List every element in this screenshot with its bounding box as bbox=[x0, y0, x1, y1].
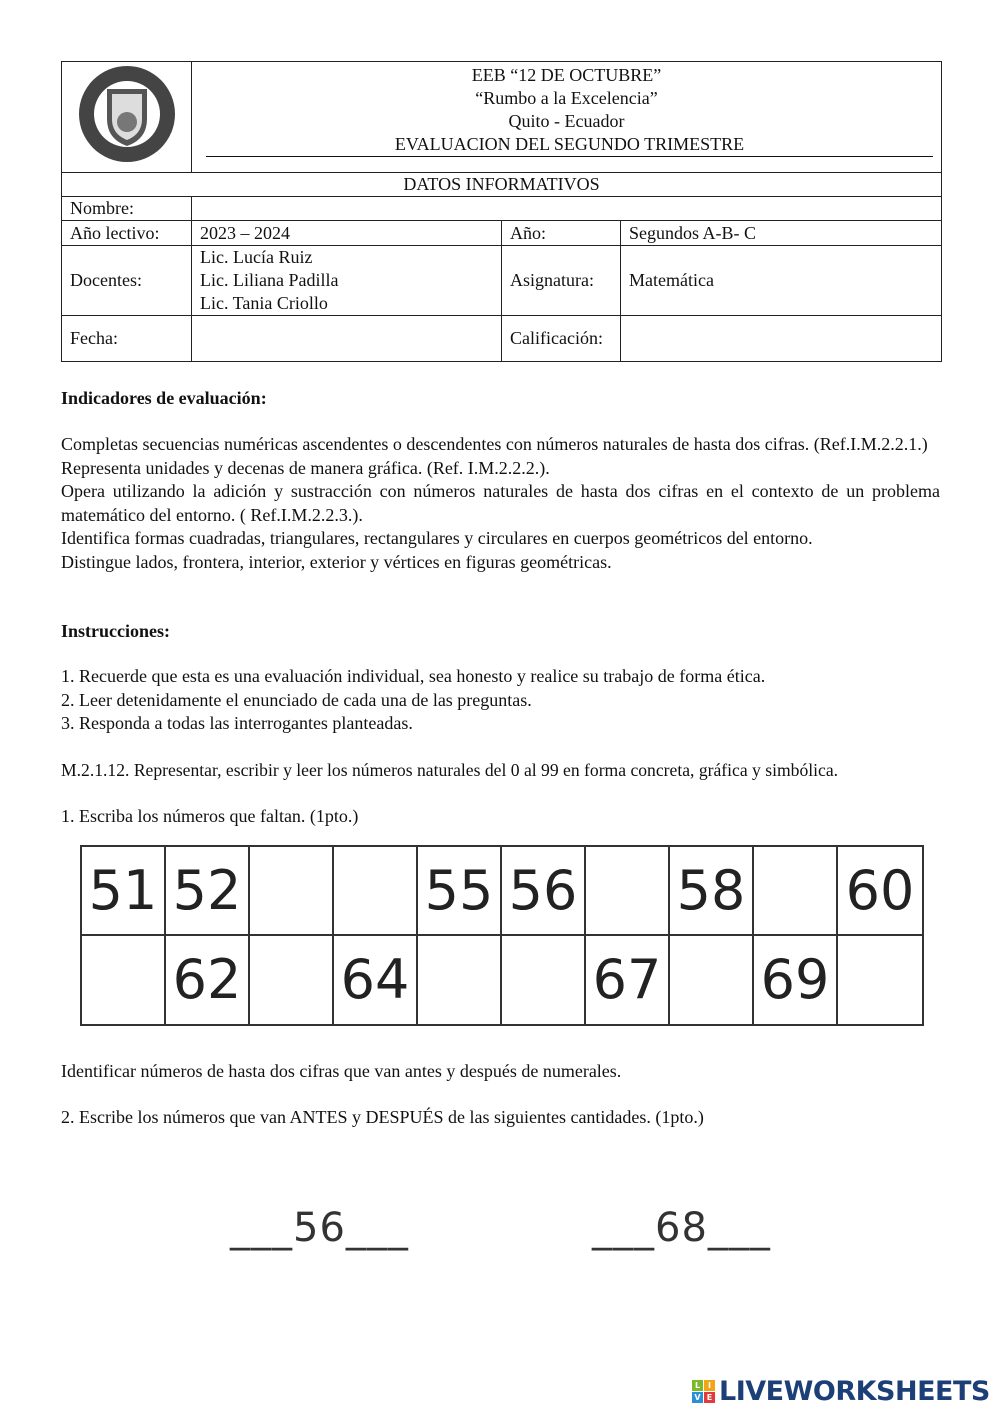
number-cell: 64 bbox=[334, 936, 418, 1025]
docente: Lic. Lucía Ruiz bbox=[200, 247, 313, 267]
exam-title: EVALUACION DEL SEGUNDO TRIMESTRE bbox=[206, 133, 933, 157]
docentes-label: Docentes: bbox=[62, 246, 192, 316]
indicadores-title: Indicadores de evaluación: bbox=[61, 388, 267, 408]
blank-number-cell[interactable] bbox=[502, 936, 586, 1025]
skill-2: Identificar números de hasta dos cifras que van antes y después de numerales. bbox=[61, 1061, 622, 1081]
indicadores-list bbox=[61, 433, 940, 574]
question-1: 1. Escriba los números que faltan. (1pto.) bbox=[61, 806, 359, 826]
asignatura-label: Asignatura: bbox=[502, 246, 621, 316]
number-cell: 67 bbox=[586, 936, 670, 1025]
school-motto: “Rumbo a la Excelencia” bbox=[475, 87, 658, 108]
school-location: Quito - Ecuador bbox=[508, 110, 625, 131]
number-cell: 55 bbox=[418, 847, 502, 936]
instruccion: 3. Responda a todas las interrogantes planteadas. bbox=[61, 713, 413, 733]
number-cell: 69 bbox=[754, 936, 838, 1025]
instruccion: 2. Leer detenidamente el enunciado de cada una de las preguntas. bbox=[61, 689, 532, 710]
info-table bbox=[61, 61, 942, 362]
number-sequence-grid bbox=[80, 845, 924, 1026]
docentes-list bbox=[192, 246, 502, 316]
number-cell: 60 bbox=[838, 847, 922, 936]
instruccion: 1. Recuerde que esta es una evaluación individual, sea honesto y realice su trabajo de forma ética. bbox=[61, 666, 766, 686]
liveworksheets-brand: LIVEWORKSHEETS bbox=[719, 1376, 990, 1407]
lectivo-label: Año lectivo: bbox=[62, 221, 192, 246]
docente: Lic. Tania Criollo bbox=[200, 293, 328, 313]
logo-cell bbox=[62, 62, 192, 173]
indicador: Representa unidades y decenas de manera gráfica. (Ref. I.M.2.2.2.). bbox=[61, 457, 550, 478]
indicador: Opera utilizando la adición y sustracción con números naturales de hasta dos cifras en el contexto de un problema matemático del entorno. ( Ref.I.M.2.2.3.). bbox=[61, 481, 940, 525]
liveworksheets-logo bbox=[692, 1376, 990, 1407]
school-logo-icon bbox=[77, 64, 177, 164]
indicador: Distingue lados, frontera, interior, exterior y vértices en figuras geométricas. bbox=[61, 551, 612, 572]
number-cell: 62 bbox=[166, 936, 250, 1025]
indicador: Completas secuencias numéricas ascendentes o descendentes con números naturales de hasta dos cifras. (Ref.I.M.2.2.1.) bbox=[61, 434, 928, 454]
liveworksheets-badge-icon: L I V E bbox=[692, 1380, 715, 1403]
before-after-68[interactable]: ___68___ bbox=[592, 1205, 771, 1251]
blank-number-cell[interactable] bbox=[838, 936, 922, 1025]
number-cell: 56 bbox=[502, 847, 586, 936]
anio-value: Segundos A-B- C bbox=[621, 221, 942, 246]
calificacion-label: Calificación: bbox=[502, 316, 621, 362]
fecha-field[interactable] bbox=[192, 316, 502, 362]
blank-number-cell[interactable] bbox=[250, 847, 334, 936]
lectivo-value: 2023 – 2024 bbox=[192, 221, 502, 246]
number-cell: 52 bbox=[166, 847, 250, 936]
skill-1: M.2.1.12. Representar, escribir y leer los números naturales del 0 al 99 en forma concreta, gráfica y simbólica. bbox=[61, 760, 839, 780]
nombre-field[interactable] bbox=[192, 197, 942, 221]
blank-number-cell[interactable] bbox=[334, 847, 418, 936]
blank-number-cell[interactable] bbox=[418, 936, 502, 1025]
blank-number-cell[interactable] bbox=[670, 936, 754, 1025]
indicador: Identifica formas cuadradas, triangulares, rectangulares y circulares en cuerpos geométricos del entorno. bbox=[61, 528, 813, 548]
question-2: 2. Escribe los números que van ANTES y DESPUÉS de las siguientes cantidades. (1pto.) bbox=[61, 1107, 704, 1127]
school-header bbox=[192, 62, 942, 173]
number-cell: 51 bbox=[82, 847, 166, 936]
fecha-label: Fecha: bbox=[62, 316, 192, 362]
blank-number-cell[interactable] bbox=[586, 847, 670, 936]
blank-number-cell[interactable] bbox=[250, 936, 334, 1025]
instrucciones-title: Instrucciones: bbox=[61, 621, 170, 641]
instrucciones-list bbox=[61, 665, 940, 736]
blank-number-cell[interactable] bbox=[82, 936, 166, 1025]
docente: Lic. Liliana Padilla bbox=[200, 270, 339, 290]
school-name: EEB “12 DE OCTUBRE” bbox=[471, 64, 662, 85]
before-after-56[interactable]: ___56___ bbox=[230, 1205, 409, 1251]
anio-label: Año: bbox=[502, 221, 621, 246]
calificacion-field[interactable] bbox=[621, 316, 942, 362]
number-cell: 58 bbox=[670, 847, 754, 936]
info-title: DATOS INFORMATIVOS bbox=[62, 173, 942, 197]
blank-number-cell[interactable] bbox=[754, 847, 838, 936]
asignatura-value: Matemática bbox=[621, 246, 942, 316]
nombre-label: Nombre: bbox=[62, 197, 192, 221]
